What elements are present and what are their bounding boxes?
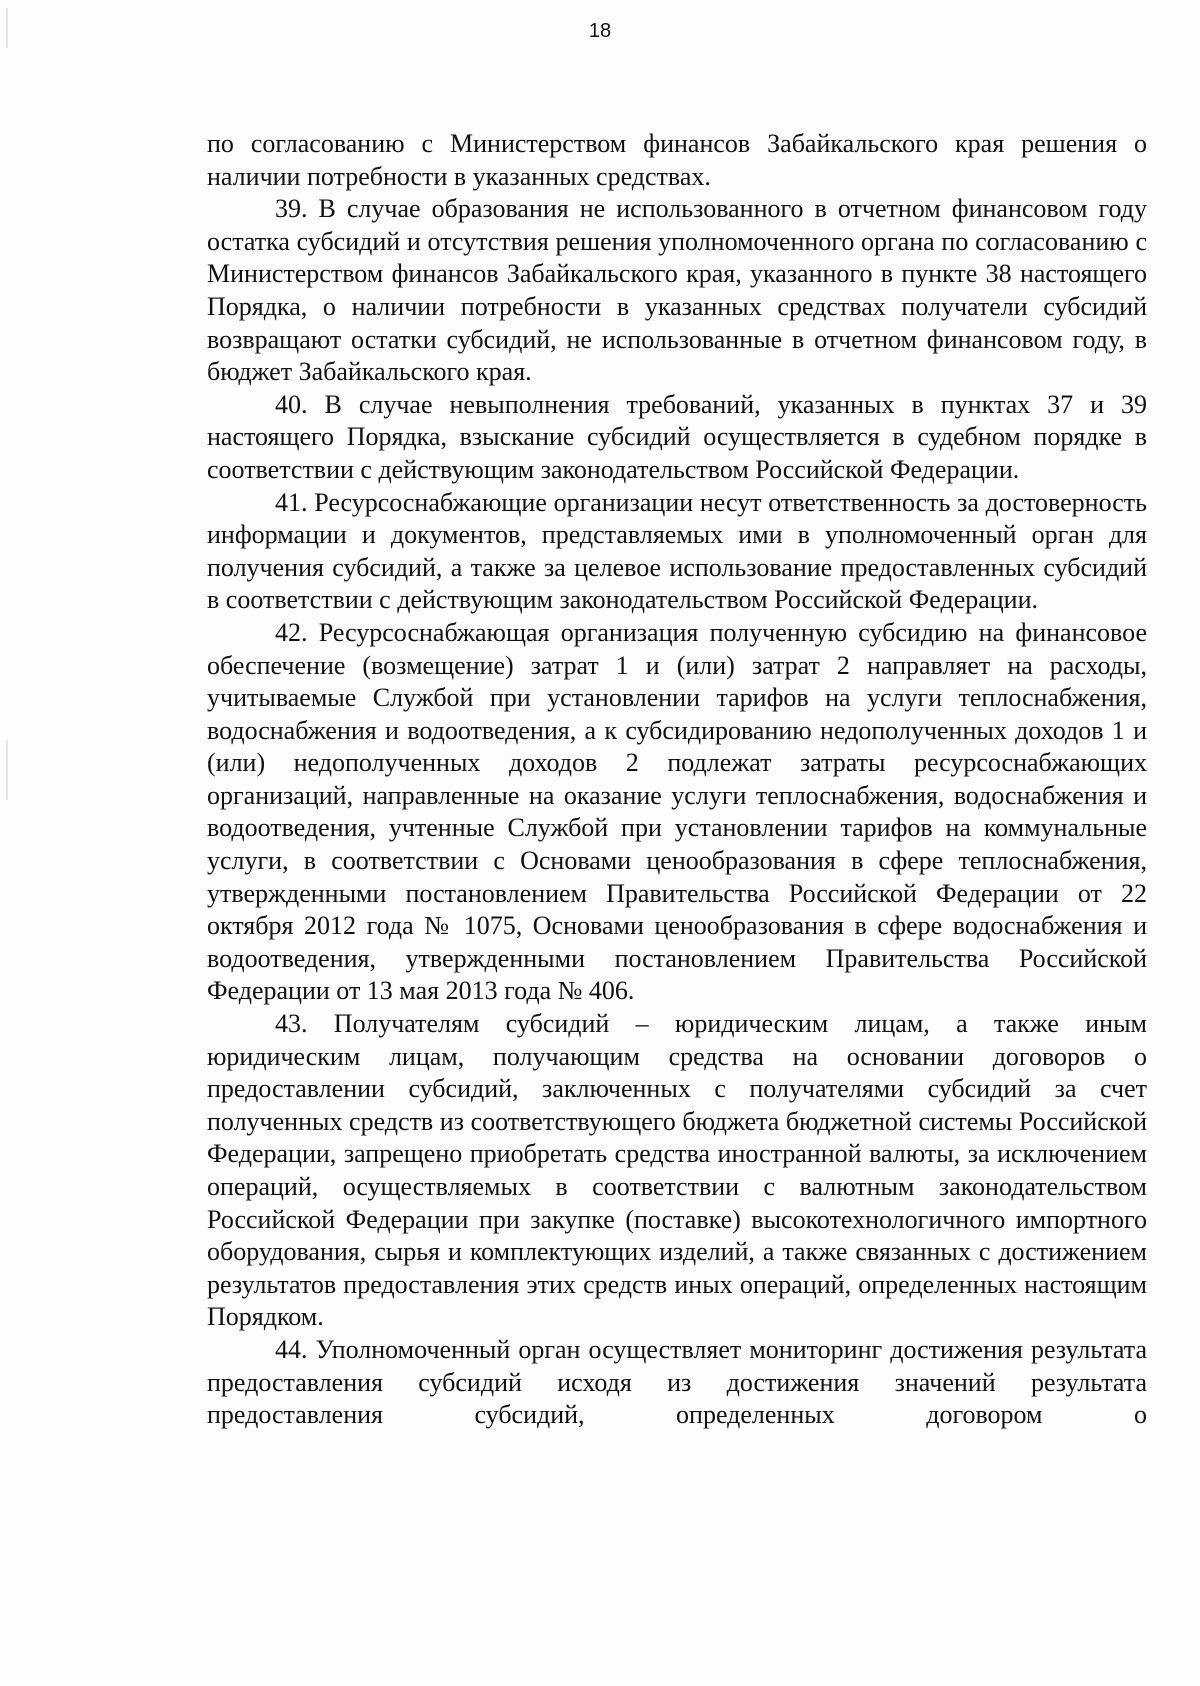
scan-edge-mark	[6, 740, 8, 800]
paragraph-41: 41. Ресурсоснабжающие организации несут ответственность за достоверность информации и документов, представляемых ими в уполномоченный орган для получения субсидий, а также за целевое использование предоставленных субсидий в соответствии с действующим законодательством Российской Федерации.	[207, 487, 1147, 615]
paragraph-42: 42. Ресурсоснабжающая организация полученную субсидию на финансовое обеспечение (возмещение) затрат 1 и (или) затрат 2 направляет на расходы, учитываемые Службой при установлении тарифов на услуги теплоснабжения, водоснабжения и водоотведения, а к субсидированию недополученных доходов 1 и (или) недополученных доходов 2 подлежат затраты ресурсоснабжающих организаций, направленные на оказание услуги теплоснабжения, водоснабжения и водоотведения, учтенные Службой при установлении тарифов на коммунальные услуги, в соответствии с Основами ценообразования в сфере теплоснабжения, утвержденными постановлением Правительства Российской Федерации от 22 октября 2012 года № 1075, Основами ценообразования в сфере водоснабжения и водоотведения, утвержденными постановлением Правительства Российской Федерации от 13 мая 2013 года № 406.	[207, 617, 1147, 1006]
document-body	[207, 128, 1147, 1432]
paragraph-44: 44. Уполномоченный орган осуществляет мониторинг достижения результата предоставления субсидий исходя из достижения значений результата предоставления субсидий, определенных договором о	[207, 1334, 1147, 1430]
paragraph-43: 43. Получателям субсидий – юридическим лицам, а также иным юридическим лицам, получающим средства на основании договоров о предоставлении субсидий, заключенных с получателями субсидий за счет полученных средств из соответствующего бюджета бюджетной системы Российской Федерации, запрещено приобретать средства иностранной валюты, за исключением операций, осуществляемых в соответствии с валютным законодательством Российской Федерации при закупке (поставке) высокотехнологичного импортного оборудования, сырья и комплектующих изделий, а также связанных с достижением результатов предоставления этих средств иных операций, определенных настоящим Порядком.	[207, 1009, 1147, 1332]
page-number: 18	[588, 20, 612, 42]
paragraph-39: 39. В случае образования не использованного в отчетном финансовом году остатка субсидий и отсутствия решения уполномоченного органа по согласованию с Министерством финансов Забайкальского края, указанного в пункте 38 настоящего Порядка, о наличии потребности в указанных средствах получатели субсидий возвращают остатки субсидий, не использованные в отчетном финансовом году, в бюджет Забайкальского края.	[207, 194, 1147, 387]
paragraph-40: 40. В случае невыполнения требований, указанных в пунктах 37 и 39 настоящего Порядка, взыскание субсидий осуществляется в судебном порядке в соответствии с действующим законодательством Российской Федерации.	[207, 389, 1147, 484]
paragraph-continuation: по согласованию с Министерством финансов Забайкальского края решения о наличии потребности в указанных средствах.	[207, 129, 1147, 191]
